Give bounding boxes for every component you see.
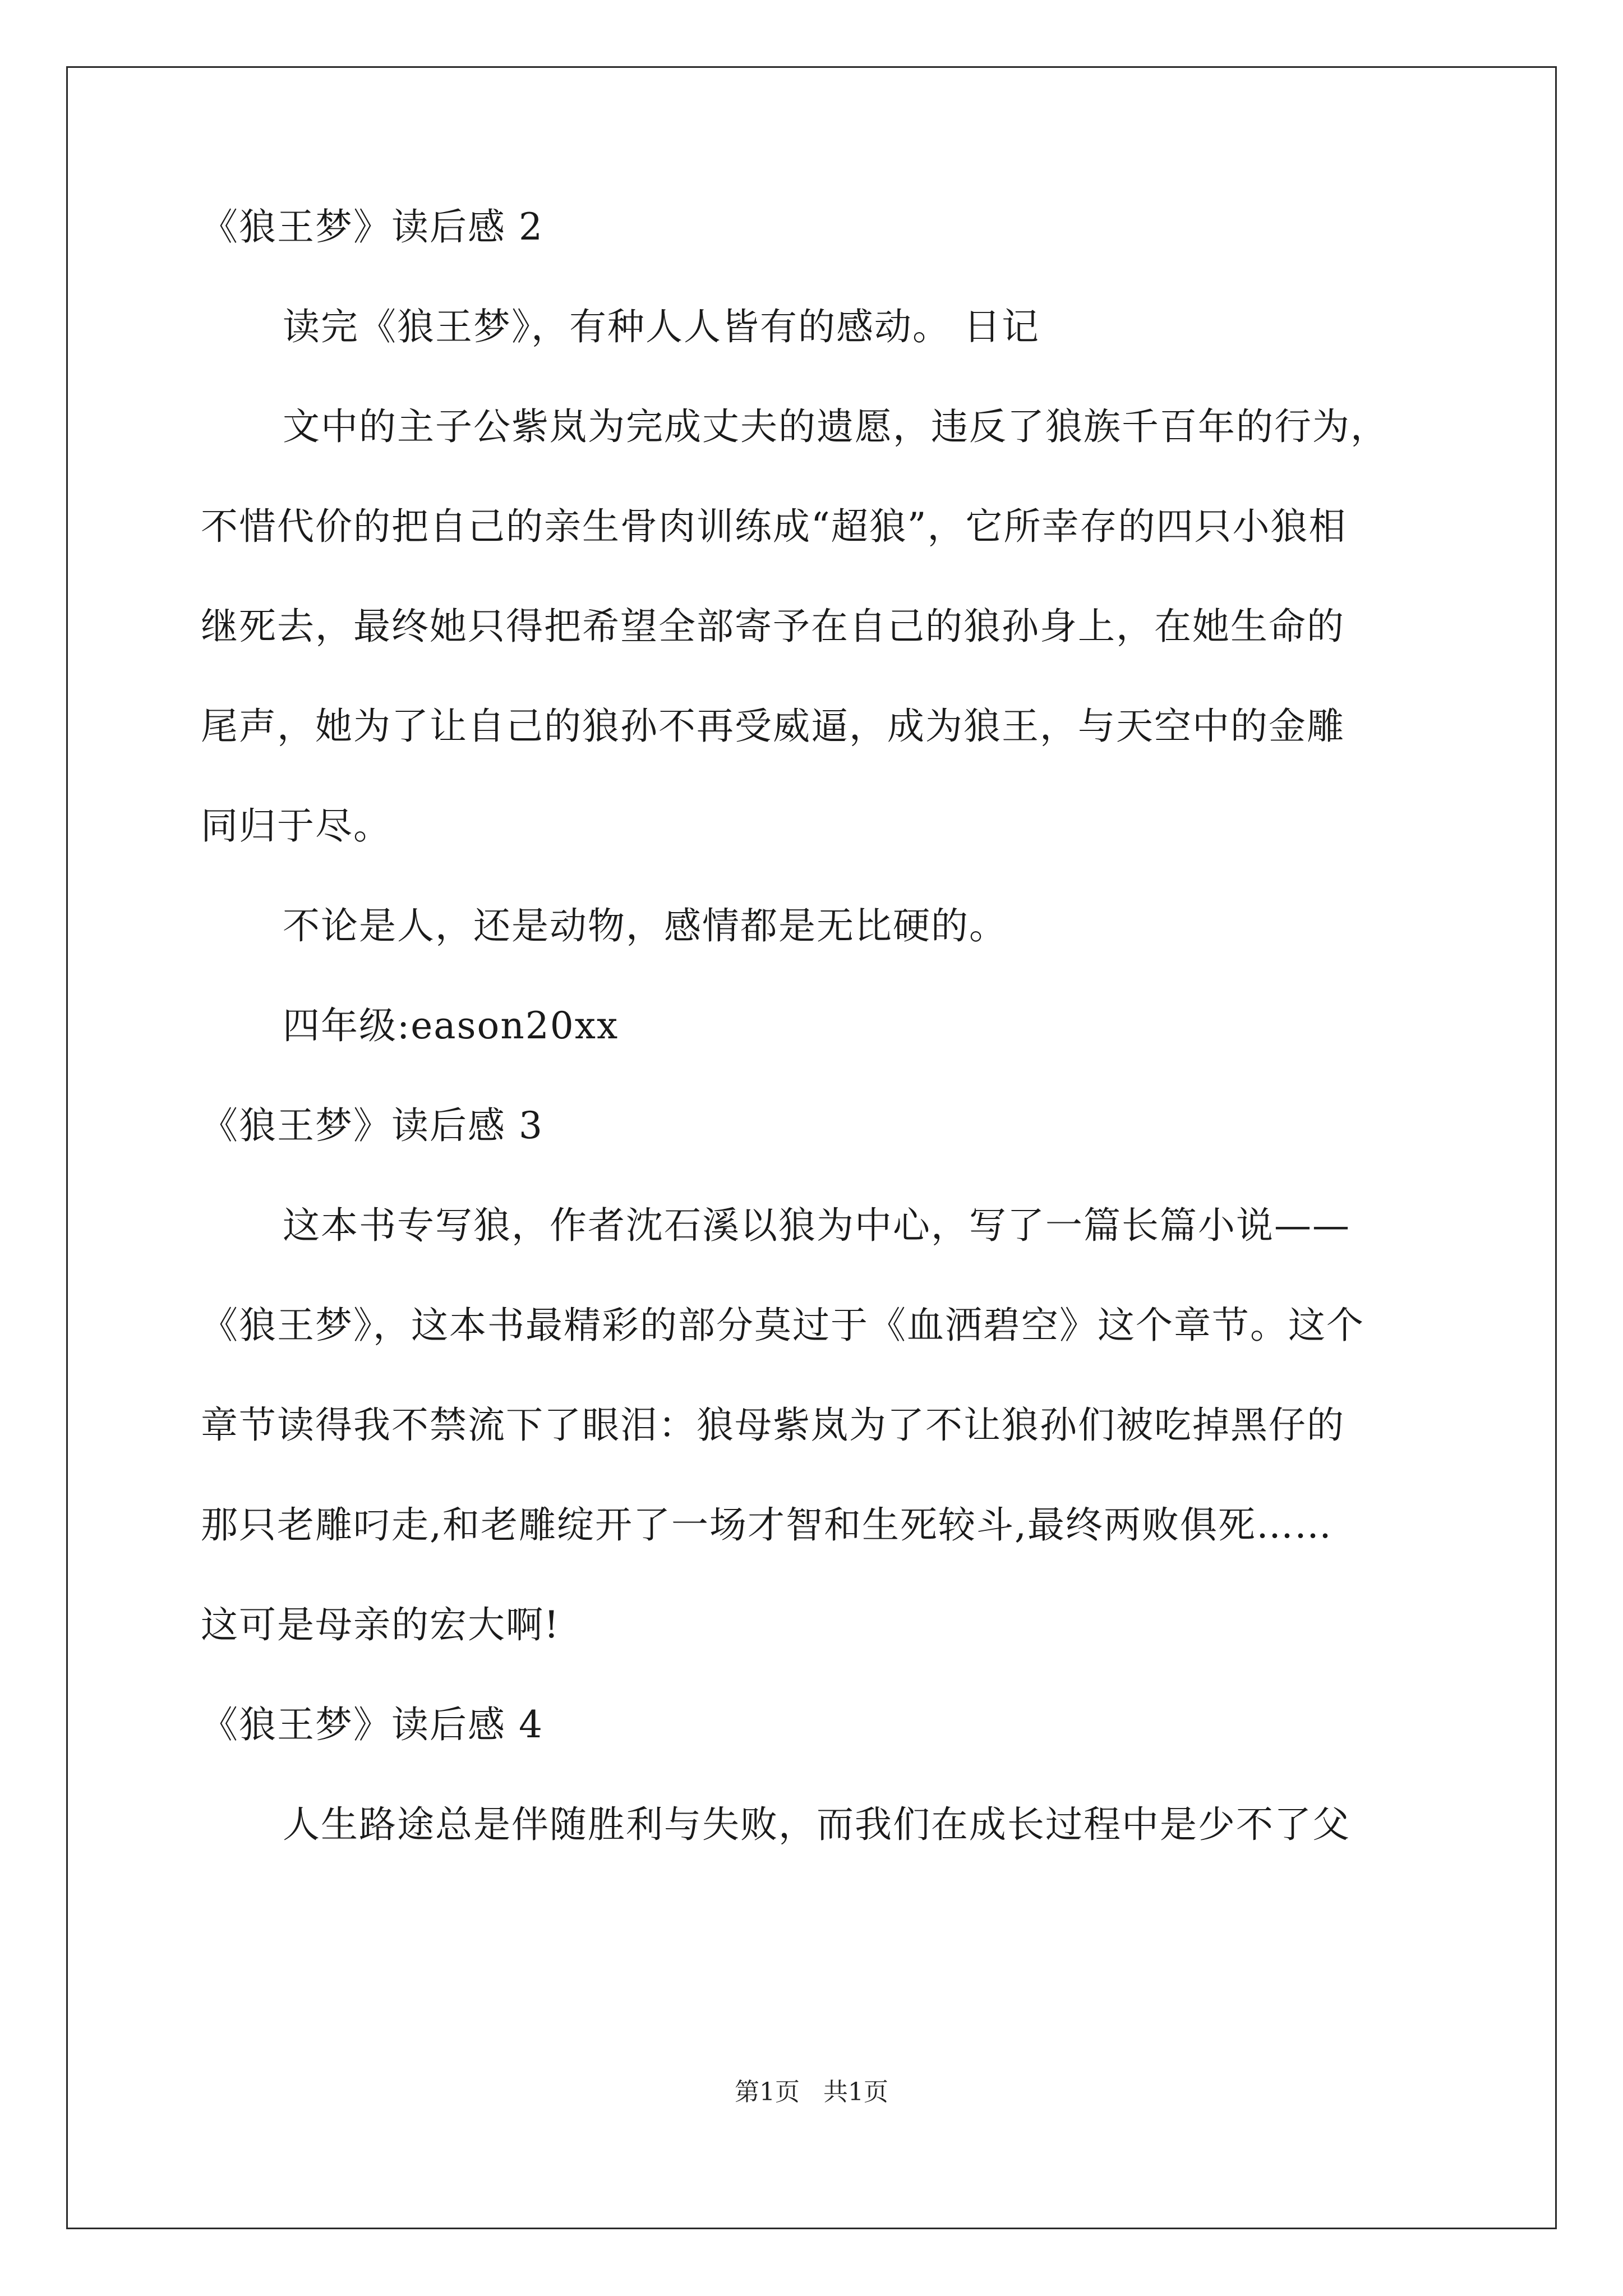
section-title-2: 《狼王梦》读后感 2: [201, 205, 543, 249]
page-footer: [0, 2076, 1623, 2109]
section-title-4: 《狼王梦》读后感 4: [201, 1703, 543, 1746]
paragraph-line: 文中的主子公紫岚为完成丈夫的遗愿，违反了狼族千百年的行为，: [283, 405, 1389, 448]
paragraph-line: 不论是人，还是动物，感情都是无比硬的。: [283, 904, 1007, 947]
paragraph-line: 那只老雕叼走,和老雕绽开了一场才智和生死较斗,最终两败俱死……: [201, 1503, 1332, 1547]
paragraph-line: 继死去，最终她只得把希望全部寄予在自己的狼孙身上，在她生命的: [201, 605, 1345, 648]
author-line: 四年级:eason20xx: [283, 1004, 619, 1047]
paragraph-line: 人生路途总是伴随胜利与失败，而我们在成长过程中是少不了父: [283, 1803, 1350, 1846]
paragraph-line: 同归于尽。: [201, 804, 391, 848]
paragraph-line: 章节读得我不禁流下了眼泪：狼母紫岚为了不让狼孙们被吃掉黑仔的: [201, 1404, 1345, 1447]
paragraph-line: 《狼王梦》，这本书最精彩的部分莫过于《血洒碧空》这个章节。这个: [201, 1304, 1364, 1347]
paragraph-line: 这本书专写狼，作者沈石溪以狼为中心，写了一篇长篇小说——: [283, 1204, 1350, 1247]
section-title-3: 《狼王梦》读后感 3: [201, 1104, 543, 1147]
page-number-total: 共1页: [823, 2078, 888, 2106]
page-number-current: 第1页: [735, 2078, 800, 2106]
paragraph-line: 尾声，她为了让自己的狼孙不再受威逼，成为狼王，与天空中的金雕: [201, 705, 1345, 748]
paragraph-line: 这可是母亲的宏大啊!: [201, 1603, 560, 1646]
paragraph-line: 读完《狼王梦》，有种人人皆有的感动。 日记: [283, 305, 1040, 348]
paragraph-line: 不惜代价的把自己的亲生骨肉训练成“超狼”，它所幸存的四只小狼相: [201, 505, 1347, 548]
